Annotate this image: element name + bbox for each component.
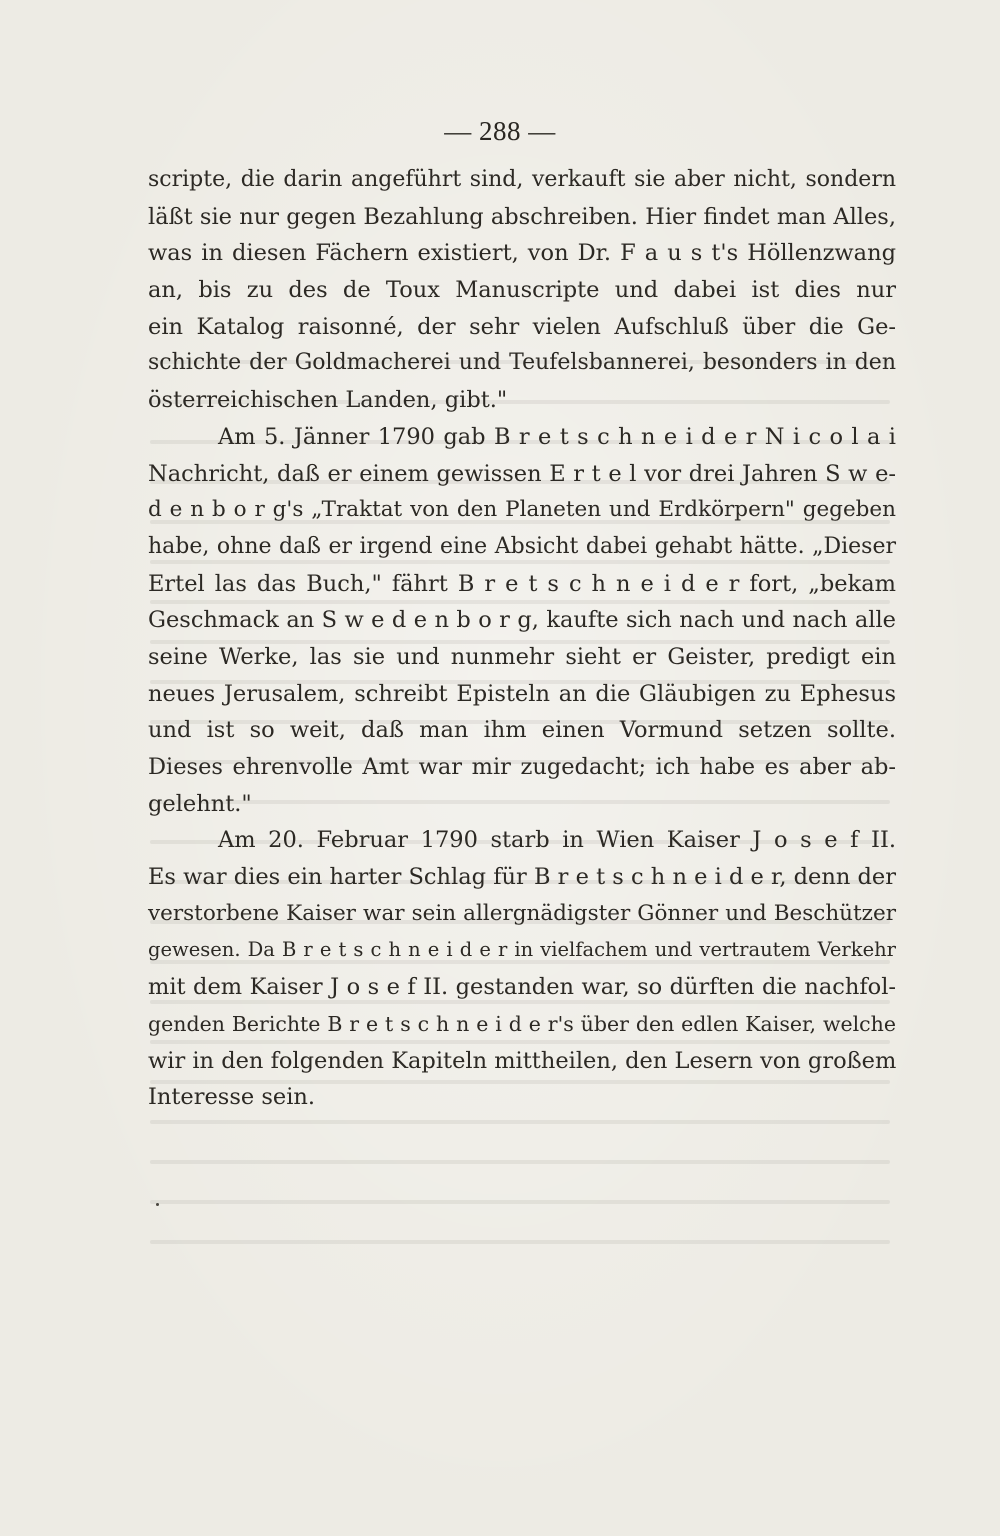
text-line: an, bis zu des de Toux Manuscripte und dabei ist dies nur [148,277,896,304]
text-line: und ist so weit, daß man ihm einen Vormund setzen sollte. [148,717,896,744]
text-line: was in diesen Fächern existiert, von Dr. F a u s t's Höllenzwang [148,240,896,267]
text-line: österreichischen Landen, gibt." [148,387,508,414]
text-line: mit dem Kaiser J o s e f II. gestanden war, so dürften die nachfol- [148,974,896,1001]
text-line: wir in den folgenden Kapiteln mittheilen, den Lesern von großem [148,1047,897,1074]
text-line: habe, ohne daß er irgend eine Absicht dabei gehabt hätte. „Dieser [148,533,896,559]
text-line: genden Berichte B r e t s c h n e i d e r's über den edlen Kaiser, welche [148,1011,896,1036]
text-line: seine Werke, las sie und nunmehr sieht er Geister, predigt ein [148,643,896,670]
text-line: scripte, die darin angeführt sind, verkauft sie aber nicht, sondern [148,167,896,192]
body-text [148,162,896,1116]
text-line: Es war dies ein harter Schlag für B r e t s c h n e i d e r, denn der [148,864,896,891]
text-line: läßt sie nur gegen Bezahlung abschreiben. Hier findet man Alles, [148,203,896,230]
page-number: — 288 — [444,116,556,146]
text-line: Interesse sein. [148,1084,316,1111]
text-line: Am 5. Jänner 1790 gab B r e t s c h n e i d e r N i c o l a i [218,423,896,450]
text-line: Geschmack an S w e d e n b o r g, kaufte sich nach und nach alle [148,607,896,634]
text-line: Ertel las das Buch," fährt B r e t s c h n e i d e r fort, „bekam [148,570,896,597]
text-line: Nachricht, daß er einem gewissen E r t e l vor drei Jahren S w e- [148,460,896,487]
text-line: verstorbene Kaiser war sein allergnädigster Gönner und Beschützer [148,900,896,926]
text-line: gelehnt." [148,790,252,817]
text-line: Am 20. Februar 1790 starb in Wien Kaiser J o s e f II. [218,827,896,854]
text-line: ein Katalog raisonné, der sehr vielen Aufschluß über die Ge- [148,313,896,340]
text-line: schichte der Goldmacherei und Teufelsbannerei, besonders in den [148,350,896,376]
text-line: d e n b o r g's „Traktat von den Planeten und Erdkörpern" gegeben [148,497,896,523]
text-line: gewesen. Da B r e t s c h n e i d e r in vielfachem und vertrautem Verkehr [148,938,896,962]
text-line: neues Jerusalem, schreibt Episteln an die Gläubigen zu Ephesus [148,680,896,707]
ink-speck [156,1203,159,1206]
text-line: Dieses ehrenvolle Amt war mir zugedacht; ich habe es aber ab- [148,754,896,780]
